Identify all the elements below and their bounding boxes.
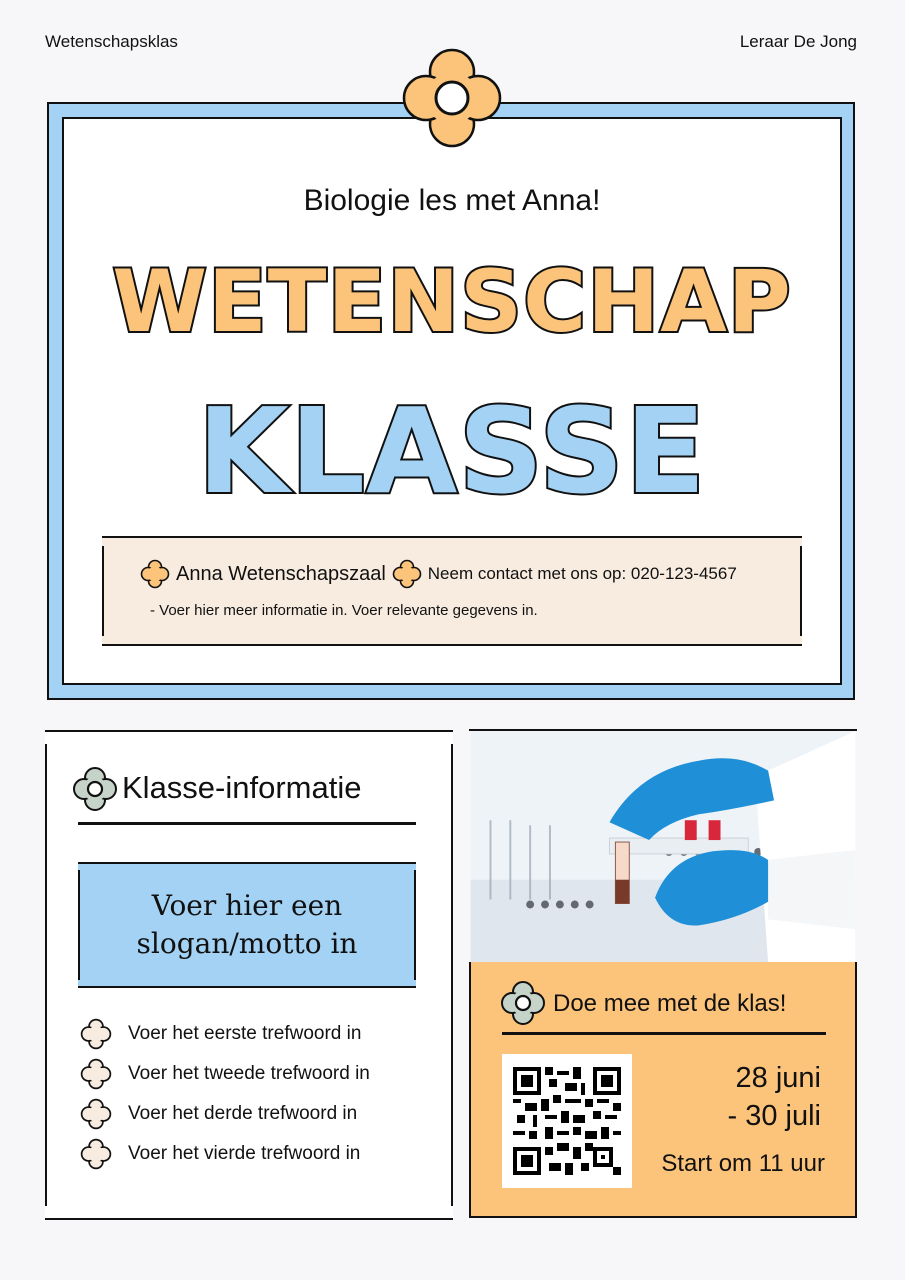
title-line-2: KLASSE bbox=[197, 382, 707, 520]
date-line-2: - 30 juli bbox=[727, 1100, 821, 1132]
contact-text: Neem contact met ons op: 020-123-4567 bbox=[427, 564, 737, 583]
start-time: Start om 11 uur bbox=[661, 1150, 825, 1177]
join-title: Doe mee met de klas! bbox=[553, 990, 787, 1017]
info-row bbox=[140, 559, 737, 589]
title-line-1: WETENSCHAP bbox=[112, 252, 792, 352]
flower-icon bbox=[500, 980, 546, 1026]
class-info-title: Klasse-informatie bbox=[122, 770, 362, 805]
list-item bbox=[80, 1014, 370, 1054]
qr-code-box[interactable] bbox=[502, 1054, 632, 1188]
keyword-text: Voer het derde trefwoord in bbox=[128, 1103, 358, 1124]
keyword-text: Voer het tweede trefwoord in bbox=[128, 1063, 370, 1084]
keyword-text: Voer het vierde trefwoord in bbox=[128, 1143, 361, 1164]
flower-icon bbox=[80, 1018, 112, 1050]
list-item bbox=[80, 1054, 370, 1094]
hero-subtitle: Biologie les met Anna! bbox=[303, 184, 601, 217]
list-item bbox=[80, 1094, 370, 1134]
flower-icon bbox=[80, 1098, 112, 1130]
flower-icon bbox=[392, 559, 422, 589]
header-left: Wetenschapsklas bbox=[45, 32, 178, 51]
more-info-text: - Voer hier meer informatie in. Voer relevante gegevens in. bbox=[150, 602, 538, 619]
keyword-text: Voer het eerste trefwoord in bbox=[128, 1023, 362, 1044]
lab-photo bbox=[469, 729, 857, 963]
date-line-1: 28 juni bbox=[735, 1062, 821, 1094]
qr-code[interactable] bbox=[513, 1067, 621, 1175]
slogan-box bbox=[78, 862, 416, 988]
info-band bbox=[102, 536, 802, 646]
list-item bbox=[80, 1134, 370, 1174]
divider bbox=[78, 822, 416, 825]
flower-icon bbox=[402, 48, 502, 148]
slogan-text: Voer hier een slogan/motto in bbox=[136, 889, 358, 960]
keyword-list bbox=[80, 1014, 370, 1174]
header-right: Leraar De Jong bbox=[739, 32, 857, 51]
place-text: Anna Wetenschapszaal bbox=[176, 562, 386, 585]
flower-icon bbox=[140, 559, 170, 589]
flower-icon bbox=[80, 1058, 112, 1090]
divider bbox=[502, 1032, 826, 1035]
flower-icon bbox=[72, 766, 118, 812]
flower-icon bbox=[80, 1138, 112, 1170]
